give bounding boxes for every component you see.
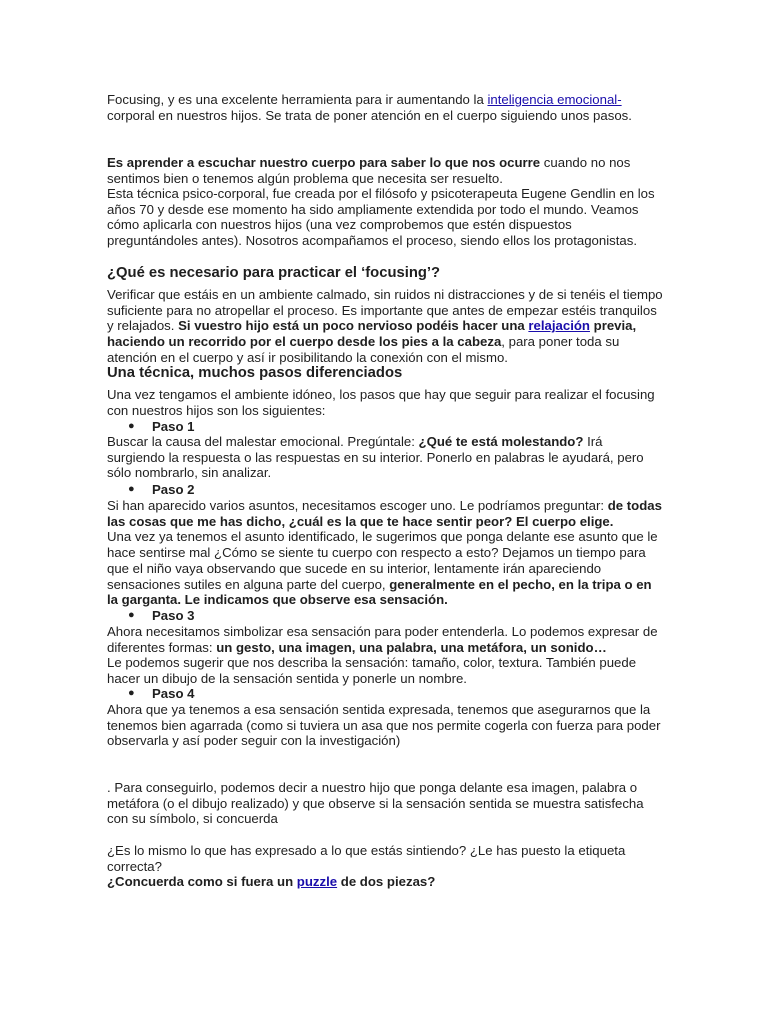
step-2-bold-end: generalmente en el pecho, en la tripa o en la garganta. Le indicamos que observe esa sensación. [107,576,652,608]
listening-paragraph [107,155,663,186]
step-label: Paso 4 [152,686,195,701]
step-4-paragraph: Ahora que ya tenemos a esa sensación sentida expresada, tenemos que asegurarnos que la tenemos bien agarrada (como si tuviera un asa que nos permite cogerla con fuerza para poder observarla y así poder seguir con la investigación) [107,702,661,749]
bullet-dot: ● [128,609,135,621]
requirements-bold-text-2: previa, haciendo un recorrido por el cuerpo desde los pies a la cabeza [107,318,637,350]
step-3-text-end: Le podemos sugerir que nos describa la sensación: tamaño, color, textura. También puede hacer un dibujo de la sensación sentida y ponerle un nombre. [107,655,637,687]
intro-text: Focusing, y es una excelente herramienta para ir aumentando la [107,92,488,107]
link-inteligencia-emocional[interactable]: inteligencia emocional- [487,92,622,107]
step-label: Paso 3 [152,608,195,623]
step-3-text: Ahora necesitamos simbolizar esa sensación para poder entenderla. Lo podemos expresar de diferentes formas: [107,624,658,655]
puzzle-text-end: de dos piezas? [337,874,436,889]
link-relajacion[interactable]: relajación [528,318,590,334]
step-2-text-end: Una vez ya tenemos el asunto identificado, le sugerimos que ponga delante ese asunto que le hace sentirse mal ¿Cómo se siente tu cuerpo con respecto a esto? Dejamos un tiempo para que el niño vaya observando que sucede en su interior, lentamente irán apareciendo sensaciones sutiles en alguna parte del cuerpo, [107,529,658,592]
bullet-dot: ● [128,687,135,699]
puzzle-paragraph [107,874,663,890]
step-2-paragraph [107,498,663,608]
heading-requirements: ¿Qué es necesario para practicar el ‘focusing’? [107,265,441,281]
technique-paragraph: Esta técnica psico-corporal, fue creada por el filósofo y psicoterapeuta Eugene Gendlin en los años 70 y desde ese momento ha sido ampliamente extendida por todo el mundo. Veamos cómo aplicarla con nuestros hijos (una vez comprobemos que estén dispuestos preguntándoles antes). Nosotros acompañamos el proceso, siendo ellos los protagonistas. [107,186,655,249]
step-label: Paso 1 [152,419,195,434]
requirements-paragraph [107,287,663,366]
step-2-text: Si han aparecido varios asuntos, necesitamos escoger uno. Le podríamos preguntar: [107,498,608,513]
step-1-text-end: Irá surgiendo la respuesta o las respuestas en su interior. Ponerlo en palabras le ayudará, pero sólo nombrarlo, sin analizar. [107,434,644,481]
step-label: Paso 2 [152,482,195,497]
listening-text: cuando no nos sentimos bien o tenemos algún problema que necesita ser resuelto. [107,155,631,186]
step-1-question: ¿Qué te está molestando? [418,434,584,449]
step-2-question: de todas las cosas que me has dicho, ¿cuál es la que te hace sentir peor? El cuerpo elige. [107,498,662,529]
heading-steps: Una técnica, muchos pasos diferenciados [107,365,403,381]
puzzle-text: ¿Concuerda como si fuera un [107,874,297,889]
step-3-forms: un gesto, una imagen, una palabra, una metáfora, un sonido… [216,639,607,655]
requirements-text-end: , para poner toda su atención en el cuerpo y así ir posibilitando la conexión con el mismo. [107,334,620,365]
step-1-paragraph [107,434,663,481]
intro-text-continued: corporal en nuestros hijos. Se trata de poner atención en el cuerpo siguiendo unos pasos. [107,107,632,123]
question-paragraph: ¿Es lo mismo lo que has expresado a lo que estás sintiendo? ¿Le has puesto la etiqueta correcta? [107,843,626,874]
intro-paragraph [107,92,663,123]
steps-intro-paragraph: Una vez tengamos el ambiente idóneo, los pasos que hay que seguir para realizar el focusing con nuestros hijos son los siguientes: [107,387,655,418]
listening-bold-text: Es aprender a escuchar nuestro cuerpo para saber lo que nos ocurre [107,155,541,170]
step-1-text: Buscar la causa del malestar emocional. Pregúntale: [107,434,419,449]
step-3-paragraph [107,624,663,687]
achieve-paragraph: . Para conseguirlo, podemos decir a nuestro hijo que ponga delante esa imagen, palabra o metáfora (o el dibujo realizado) y que observe si la sensación sentida se muestra satisfecha con su símbolo, si concuerda [107,780,644,827]
bullet-dot: ● [128,483,135,495]
link-puzzle[interactable]: puzzle [296,874,338,889]
requirements-bold-text: Si vuestro hijo está un poco nervioso podéis hacer una [178,318,529,334]
requirements-text: Verificar que estáis en un ambiente calmado, sin ruidos ni distracciones y de si tenéis el tiempo suficiente para no atropellar el proceso. Es importante que antes de empezar estéis tranquilos y relajados. [107,287,663,334]
bullet-dot: ● [128,420,135,432]
